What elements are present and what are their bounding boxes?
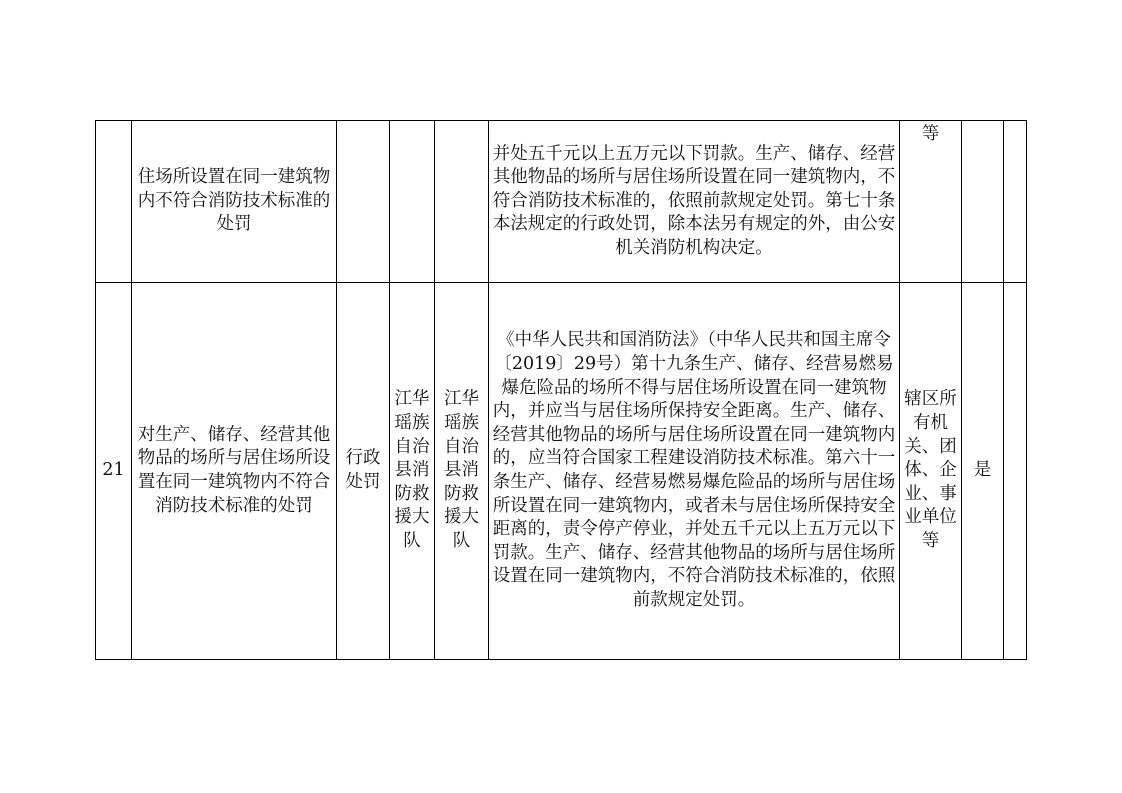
item-type-cell: [337, 121, 390, 283]
flag-cell: [962, 121, 1004, 283]
item-name-cell: 对生产、储存、经营其他物品的场所与居住场所设置在同一建筑物内不符合消防技术标准的处罚: [132, 283, 337, 660]
department-cell: 江华瑶族自治县消防救援大队: [390, 283, 435, 660]
item-type-cell: 行政处罚: [337, 283, 390, 660]
department-cell: 江华瑶族自治县消防救援大队: [435, 283, 489, 660]
department-cell: [435, 121, 489, 283]
table-row: [96, 283, 1027, 660]
row-number-cell: 21: [96, 283, 132, 660]
flag-cell: 是: [962, 283, 1004, 660]
table-row: [96, 121, 1027, 283]
enforcement-table: [95, 120, 1027, 660]
row-number-cell: [96, 121, 132, 283]
target-cell: 辖区所有机关、团体、企业、事业单位等: [900, 283, 962, 660]
department-cell: [390, 121, 435, 283]
legal-basis-cell: 《中华人民共和国消防法》（中华人民共和国主席令〔2019〕29号）第十九条生产、储存、经营易燃易爆危险品的场所不得与居住场所设置在同一建筑物内，并应当与居住场所保持安全距离。生产、储存、经营其他物品的场所与居住场所设置在同一建筑物内的，应当符合国家工程建设消防技术标准。第六十一条生产、储存、经营易燃易爆危险品的场所与居住场所设置在同一建筑物内，或者未与居住场所保持安全距离的，责令停产停业，并处五千元以上五万元以下罚款。生产、储存、经营其他物品的场所与居住场所设置在同一建筑物内，不符合消防技术标准的，依照前款规定处罚。: [489, 283, 900, 660]
legal-basis-cell: 并处五千元以上五万元以下罚款。生产、储存、经营其他物品的场所与居住场所设置在同一建筑物内，不符合消防技术标准的，依照前款规定处罚。第七十条本法规定的行政处罚，除本法另有规定的外，由公安机关消防机构决定。: [489, 121, 900, 283]
extra-cell: [1004, 283, 1027, 660]
target-cell: 等: [900, 121, 962, 283]
extra-cell: [1004, 121, 1027, 283]
item-name-cell: 住场所设置在同一建筑物内不符合消防技术标准的处罚: [132, 121, 337, 283]
